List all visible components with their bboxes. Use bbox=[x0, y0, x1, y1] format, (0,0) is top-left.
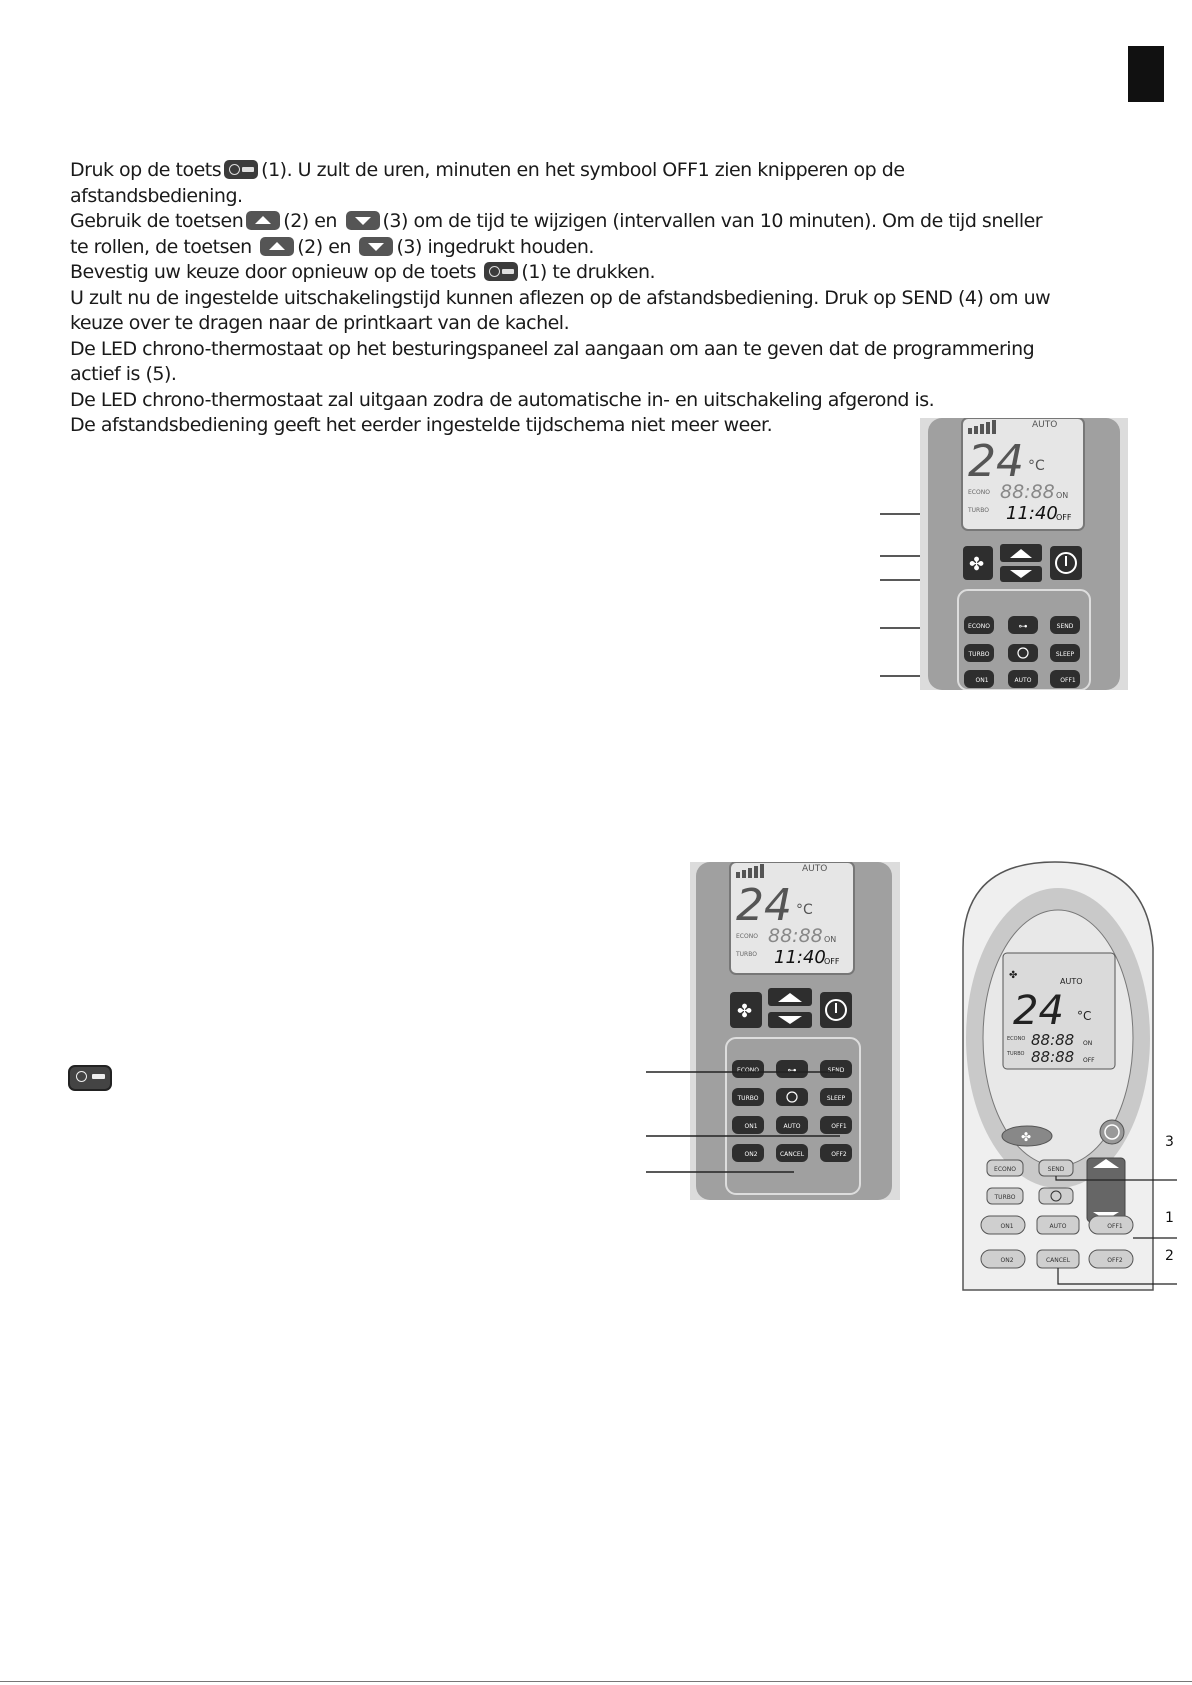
svg-text:TURBO: TURBO bbox=[994, 1194, 1016, 1201]
fan-icon: ✤ bbox=[1009, 970, 1018, 981]
svg-text:TURBO: TURBO bbox=[737, 1095, 759, 1102]
svg-text:ON1: ON1 bbox=[975, 677, 989, 684]
svg-text:TURBO: TURBO bbox=[1007, 1051, 1025, 1057]
svg-text:ON2: ON2 bbox=[744, 1151, 758, 1158]
lcd-timer-off: 88:88 bbox=[1031, 1048, 1075, 1066]
instruction-line-2: Gebruik de toetsen (2) en (3) om de tijd te wijzigen (intervallen van 10 minuten). Om de tijd sneller bbox=[70, 210, 1043, 232]
power-button[interactable] bbox=[1100, 1120, 1124, 1144]
lcd-timer-off: 11:40 bbox=[1006, 503, 1058, 524]
svg-text:SEND: SEND bbox=[1056, 623, 1074, 630]
svg-text:ON: ON bbox=[1083, 1040, 1093, 1047]
svg-text:SLEEP: SLEEP bbox=[1055, 651, 1075, 658]
fan-icon: ✤ bbox=[1021, 1130, 1032, 1144]
svg-text:SEND: SEND bbox=[1047, 1166, 1065, 1173]
svg-text:TURBO: TURBO bbox=[968, 507, 989, 514]
instruction-text bbox=[70, 158, 1080, 439]
chapter-tab bbox=[1128, 46, 1164, 102]
clock-button[interactable] bbox=[1039, 1188, 1073, 1204]
remote-2-callouts bbox=[646, 1060, 846, 1180]
svg-text:AUTO: AUTO bbox=[1049, 1223, 1067, 1230]
svg-text:OFF: OFF bbox=[1056, 513, 1072, 522]
svg-text:TURBO: TURBO bbox=[736, 951, 757, 958]
off1-key-icon bbox=[484, 262, 518, 281]
fan-icon: ✤ bbox=[969, 554, 985, 575]
svg-text:OFF1: OFF1 bbox=[831, 1123, 847, 1130]
svg-text:SLEEP: SLEEP bbox=[826, 1095, 846, 1102]
instruction-line-7: De LED chrono-thermostaat zal uitgaan zodra de automatische in- en uitschakeling afgerond is. bbox=[70, 388, 935, 411]
off1-key-icon bbox=[68, 1065, 112, 1091]
svg-text:ECONO: ECONO bbox=[968, 623, 990, 630]
remote-illustration-3 bbox=[955, 858, 1177, 1294]
lcd-mode: AUTO bbox=[1060, 977, 1083, 986]
svg-text:TURBO: TURBO bbox=[968, 651, 990, 658]
instruction-line-4: Bevestig uw keuze door opnieuw op de toets (1) te drukken. bbox=[70, 261, 656, 283]
svg-text:OFF1: OFF1 bbox=[1060, 677, 1076, 684]
lcd-temperature: 24 bbox=[736, 880, 792, 931]
remote-illustration-1 bbox=[870, 418, 1135, 690]
svg-text:ECONO: ECONO bbox=[968, 489, 990, 496]
down-arrow-key-icon bbox=[346, 211, 380, 230]
up-arrow-key-icon bbox=[246, 211, 280, 230]
svg-text:ECONO: ECONO bbox=[736, 933, 758, 940]
lcd-unit: °C bbox=[796, 902, 813, 918]
up-arrow-key-icon bbox=[260, 237, 294, 256]
lcd-mode: AUTO bbox=[1032, 420, 1058, 430]
svg-text:SEND: SEND bbox=[827, 1067, 845, 1074]
instruction-line-8: De afstandsbediening geeft het eerder ingestelde tijdschema niet meer weer. bbox=[70, 414, 773, 436]
lcd-temperature: 24 bbox=[1013, 988, 1064, 1034]
svg-text:ECONO: ECONO bbox=[1007, 1036, 1026, 1042]
svg-text:ON: ON bbox=[824, 935, 837, 944]
svg-text:OFF2: OFF2 bbox=[1107, 1257, 1123, 1264]
key-icon: ⊶ bbox=[787, 1066, 797, 1076]
clock-button[interactable] bbox=[1008, 644, 1038, 662]
footer-divider bbox=[0, 1681, 1192, 1682]
lcd-unit: °C bbox=[1028, 458, 1045, 474]
svg-text:ON2: ON2 bbox=[1000, 1257, 1014, 1264]
instruction-line-3: te rollen, de toetsen (2) en (3) ingedrukt houden. bbox=[70, 235, 594, 258]
fan-icon: ✤ bbox=[737, 1001, 753, 1022]
lcd-mode: AUTO bbox=[802, 864, 828, 874]
svg-text:ECONO: ECONO bbox=[994, 1166, 1016, 1173]
instruction-line-1: Druk op de toets (1). U zult de uren, minuten en het symbool OFF1 zien knipperen op de afstandsbediening. bbox=[70, 159, 905, 207]
svg-text:OFF: OFF bbox=[1083, 1057, 1095, 1064]
svg-text:CANCEL: CANCEL bbox=[779, 1151, 805, 1158]
svg-text:AUTO: AUTO bbox=[1014, 677, 1032, 684]
svg-text:ECONO: ECONO bbox=[737, 1067, 759, 1074]
lcd-timer-on: 88:88 bbox=[768, 925, 823, 947]
down-arrow-key-icon bbox=[359, 237, 393, 256]
off1-key-icon bbox=[224, 160, 258, 179]
svg-text:CANCEL: CANCEL bbox=[1045, 1257, 1071, 1264]
svg-text:ON: ON bbox=[1056, 491, 1069, 500]
callout-number: 2 bbox=[1165, 1248, 1174, 1264]
svg-text:ON1: ON1 bbox=[744, 1123, 758, 1130]
lcd-timer-on: 88:88 bbox=[1031, 1031, 1075, 1049]
key-icon: ⊶ bbox=[1018, 622, 1028, 632]
svg-text:OFF2: OFF2 bbox=[831, 1151, 847, 1158]
instruction-line-6: De LED chrono-thermostaat op het besturingspaneel zal aangaan om aan te geven dat de programmering actief is (5). bbox=[70, 337, 1035, 385]
lcd-timer-on: 88:88 bbox=[1000, 481, 1055, 503]
instruction-line-5: U zult nu de ingestelde uitschakelingstijd kunnen aflezen op de afstandsbediening. Druk op SEND (4) om uw keuze over te dragen naar de printkaart van de kachel. bbox=[70, 286, 1051, 334]
svg-text:AUTO: AUTO bbox=[783, 1123, 801, 1130]
lcd-timer-off: 11:40 bbox=[774, 947, 826, 968]
callout-number: 3 bbox=[1165, 1134, 1174, 1150]
callout-number: 1 bbox=[1165, 1210, 1174, 1226]
lcd-unit: °C bbox=[1077, 1009, 1092, 1023]
svg-text:ON1: ON1 bbox=[1000, 1223, 1014, 1230]
svg-text:OFF1: OFF1 bbox=[1107, 1223, 1123, 1230]
lcd-temperature: 24 bbox=[968, 436, 1024, 487]
svg-text:OFF: OFF bbox=[824, 957, 840, 966]
